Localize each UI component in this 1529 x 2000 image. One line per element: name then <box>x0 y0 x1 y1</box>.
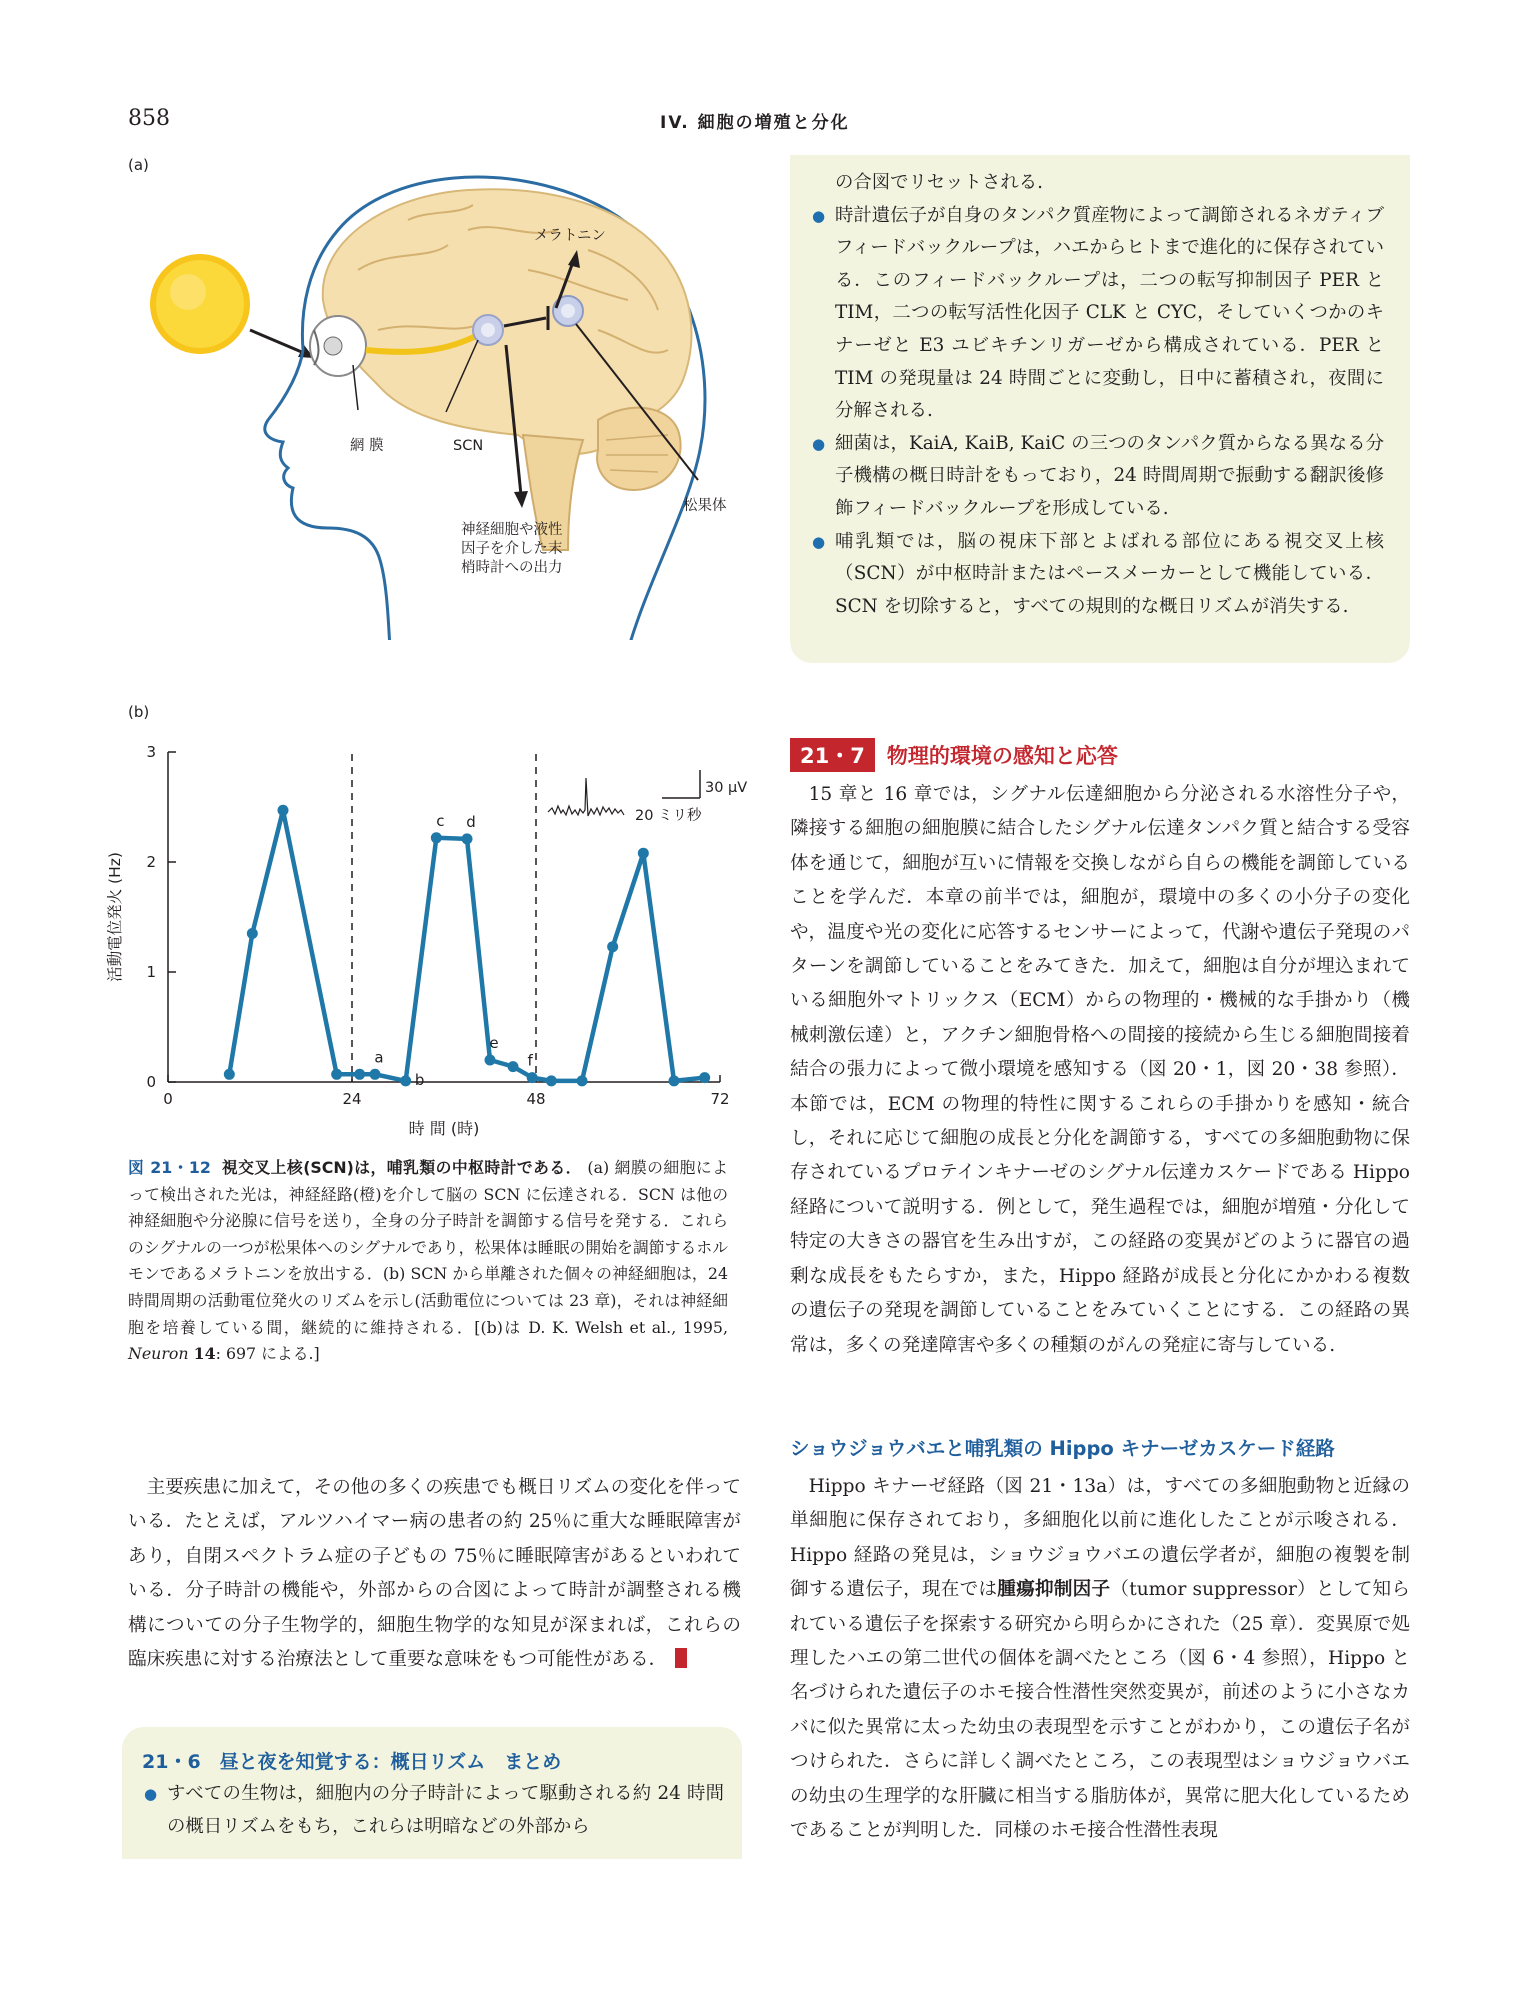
data-point <box>669 1075 680 1086</box>
brain-illustration <box>128 150 768 640</box>
x-axis-label: 時 間 (時) <box>408 1119 480 1138</box>
section-number: 21・7 <box>790 738 875 772</box>
scn-label: SCN <box>453 438 484 454</box>
data-point <box>247 928 258 939</box>
point-annotation: b <box>414 1070 425 1089</box>
caption-number: 図 21・12 <box>128 1158 211 1177</box>
pineal-label: 松果体 <box>683 498 727 514</box>
summary-bullet: ● 哺乳類では，脳の視床下部とよばれる部位にある視交叉上核（SCN）が中枢時計またはペースメーカーとして機能している．SCN を切除すると，すべての規則的な概日リズムが消失する. <box>810 526 1384 624</box>
action-potential-trace <box>548 778 624 816</box>
data-point <box>370 1069 381 1080</box>
data-point <box>638 848 649 859</box>
output-label-2: 因子を介した末 <box>461 541 563 557</box>
bold-term: 腫瘍抑制因子 <box>997 1579 1111 1601</box>
left-paragraph: 主要疾患に加えて，その他の多くの疾患でも概日リズムの変化を伴っている．たとえば，アルツハイマー病の患者の約 25％に重大な睡眠障害があり，自閉スペクトラム症の子どもの 75％に睡眠障害があるといわれている．分子時計の機能や，外部からの合図によって時計が調整される機構についての分子生物学的，細胞生物学的な知見が深まれば，これらの臨床疾患に対する治療法として重要な意味をもつ可能性がある． <box>128 1477 741 1671</box>
x-tick-label: 72 <box>710 1090 730 1108</box>
melatonin-label: メラトニン <box>534 228 606 244</box>
summary-box-continued <box>790 155 1410 663</box>
caption-body: (a) 網膜の細胞によって検出された光は，神経経路(橙)を介して脳の SCN に伝達される．SCN は他の神経細胞や分泌腺に信号を送り，全身の分子時計を調節する信号を発する．これらのシグナルの一つが松果体へのシグナルであり，松果体は睡眠の開始を調節するホルモンであるメラトニンを放出する．(b) SCN から単離された個々の神経細胞は，24 時間周期の活動電位発火のリズムを示し(活動電位については 23 章)，それは神経細胞を培養している間，継続的に維持される．[(b)は D. K. Welsh et al., 1995, <box>128 1158 728 1337</box>
data-point <box>224 1069 235 1080</box>
data-point <box>527 1072 538 1083</box>
bullet-icon: ● <box>812 434 826 453</box>
bullet-icon: ● <box>812 532 826 551</box>
section-paragraph: 15 章と 16 章では，シグナル伝達細胞から分泌される水溶性分子や，隣接する細胞の細胞膜に結合したシグナル伝達タンパク質と結合する受容体を通じて，細胞が互いに情報を交換しながら自らの機能を調節していることを学んだ．本章の前半では，細胞が，環境中の多くの小分子の変化や，温度や光の変化に応答するセンサーによって，代謝や遺伝子発現のパターンを調節していることをみてきた．加えて，細胞は自分が埋込まれている細胞外マトリックス（ECM）からの物理的・機械的な手掛かり（機械刺激伝達）と，アクチン細胞骨格への間接的接続から生じる細胞間接着結合の張力によって微小環境を感知する（図 20・1，図 20・38 参照）．本節では，ECM の物理的特性に関するこれらの手掛かりを感知・統合し，それに応じて細胞の成長と分化を調節する，すべての多細胞動物に保存されているプロテインキナーゼのシグナル伝達カスケードである Hippo 経路について説明する．例として，発生過程では，細胞が増殖・分化して特定の大きさの器官を生み出すが，この経路の変異がどのように器官の過剰な成長をもたらすか，また，Hippo 経路が成長と分化にかかわる複数の遺伝子の発現を調節していることをみていくことにする．この経路の異常は，多くの発達障害や多くの種類のがんの発症に寄与している. <box>790 784 1410 1356</box>
section-heading <box>790 738 1118 772</box>
y-tick-label: 1 <box>146 963 156 981</box>
eye-icon <box>310 316 366 376</box>
data-point <box>354 1069 365 1080</box>
point-annotation: c <box>436 811 445 830</box>
data-point <box>462 833 473 844</box>
x-tick-label: 24 <box>342 1090 362 1108</box>
data-point <box>607 941 618 952</box>
summary-box-title: 21・6 昼と夜を知覚する：概日リズム まとめ <box>142 1751 562 1773</box>
output-label-3: 梢時計への出力 <box>461 560 563 576</box>
data-point <box>278 805 289 816</box>
point-annotation: e <box>489 1034 499 1052</box>
summary-box <box>122 1727 742 1859</box>
summary-bullet: ● 時計遺伝子が自身のタンパク質産物によって調節されるネガティブフィードバックループは，ハエからヒトまで進化的に保存されている．このフィードバックループは，二つの転写抑制因子 PER と TIM，二つの転写活性化因子 CLK と CYC，そしていくつかのキナーゼと E3 ユビキチンリガーゼから構成されている．PER と TIM の発現量は 24 時間ごとに変動し，日中に蓄積され，夜間に分解される. <box>810 200 1384 428</box>
y-axis-label: 活動電位発火 (Hz) <box>106 852 124 982</box>
caption-journal: Neuron <box>128 1344 189 1364</box>
panel-a-label: (a) <box>128 156 149 174</box>
subsection-paragraph: Hippo キナーゼ経路（図 21・13a）は，すべての多細胞動物と近縁の単細胞に保存されており，多細胞化以前に進化したことが示唆される．Hippo 経路の発見は，ショウジョウバエの遺伝学者が，細胞の複製を制御する遺伝子，現在では腫瘍抑制因子（tumor suppressor）として知られている遺伝子を探索する研究から明らかにされた（25 章）．変異原で処理したハエの第二世代の個体を調べたところ（図 6・4 参照），Hippo と名づけられた遺伝子のホモ接合性潜性突然変異が，前述のように小さなカバに似た異常に太った幼虫の表現型を示すことがわかり，この遺伝子名がつけられた．さらに詳しく調べたところ，この表現型はショウジョウバエの幼虫の生理学的な肝臓に相当する脂肪体が，異常に肥大化しているためであることが判明した．同様のホモ接合性潜性表現 <box>790 1476 1410 1842</box>
caption-title: 視交叉上核(SCN)は，哺乳類の中枢時計である． <box>221 1158 582 1177</box>
x-tick-label: 0 <box>163 1090 173 1108</box>
running-head: IV. 細胞の増殖と分化 <box>660 113 850 133</box>
bullet-icon: ● <box>144 1785 158 1803</box>
bullet-icon: ● <box>812 206 826 225</box>
point-annotation: a <box>374 1048 384 1067</box>
y-tick-label: 3 <box>146 743 156 761</box>
data-point <box>431 832 442 843</box>
y-tick-label: 2 <box>146 853 156 871</box>
output-label-1: 神経細胞や液性 <box>461 522 563 538</box>
y-tick-label: 0 <box>146 1073 156 1091</box>
section-title: 物理的環境の感知と応答 <box>886 744 1118 768</box>
point-annotation: d <box>466 812 476 831</box>
summary-bullet: ● 細菌は，KaiA, KaiB, KaiC の三つのタンパク質からなる異なる分子機構の概日時計をもっており，24 時間周期で振動する翻訳後修飾フィードバックループを形成している. <box>810 428 1384 526</box>
sun-icon <box>150 254 250 354</box>
summary-bullets <box>810 200 1384 624</box>
summary-lead: の合図でリセットされる. <box>835 172 1043 193</box>
retina-label: 網 膜 <box>350 438 384 454</box>
firing-rate-chart <box>90 730 750 1150</box>
subsection-title: ショウジョウバエと哺乳類の Hippo キナーゼカスケード経路 <box>790 1437 1335 1460</box>
data-point <box>331 1069 342 1080</box>
time-scale-label: 20 ミリ秒 <box>635 808 702 824</box>
caption-volume: 14 <box>193 1344 216 1364</box>
end-mark <box>675 1648 687 1668</box>
figure-caption <box>128 1155 728 1368</box>
summary-bullet: ● すべての生物は，細胞内の分子時計によって駆動される約 24 時間の概日リズムをもち，これらは明暗などの外部から <box>142 1778 724 1843</box>
x-tick-label: 48 <box>526 1090 546 1108</box>
data-point <box>485 1055 496 1066</box>
firing-rate-line <box>229 810 704 1081</box>
data-point <box>546 1075 557 1086</box>
data-point <box>699 1072 710 1083</box>
page-number: 858 <box>128 106 170 131</box>
panel-b-label: (b) <box>128 703 150 721</box>
caption-pages: : 697 による.] <box>215 1344 320 1364</box>
data-point <box>577 1075 588 1086</box>
data-point <box>508 1061 519 1072</box>
point-annotation: f <box>527 1051 533 1070</box>
voltage-scale-label: 30 μV <box>705 780 748 796</box>
data-point <box>400 1075 411 1086</box>
